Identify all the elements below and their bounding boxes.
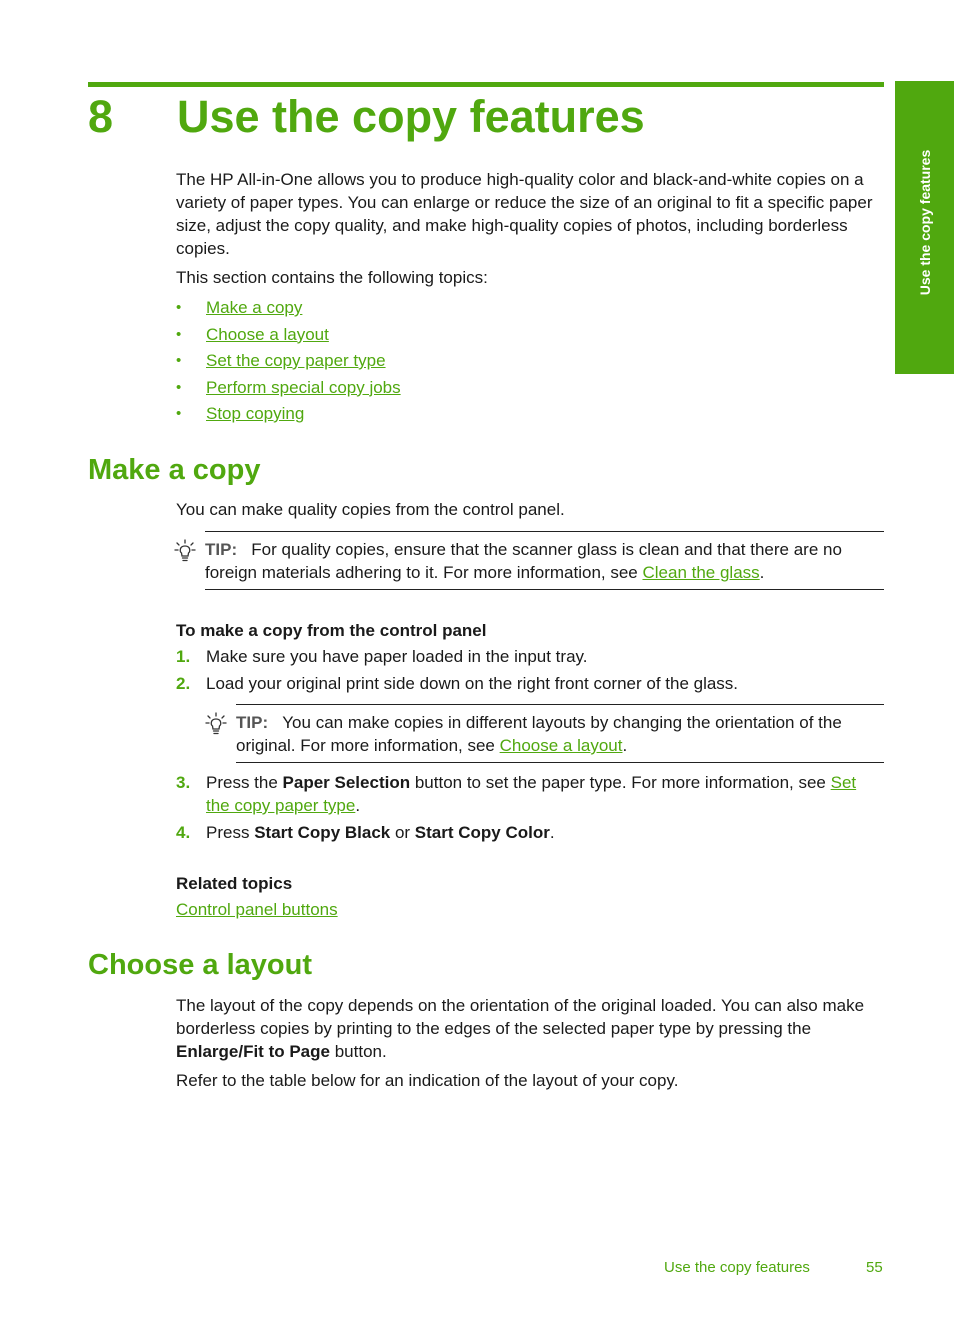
step-text [206, 821, 884, 844]
topic-link-special-copy-jobs[interactable]: Perform special copy jobs [206, 377, 401, 397]
tip-text: You can make copies in different layouts by changing the orientation of the original. For more information, see [236, 713, 842, 755]
step-4 [176, 821, 884, 844]
section-heading-choose-a-layout: Choose a layout [88, 949, 312, 981]
chapter-number: 8 [88, 91, 114, 142]
lightbulb-icon [174, 539, 196, 563]
tip-box [205, 531, 884, 590]
topic-item [176, 323, 401, 350]
step-text-part: or [390, 823, 415, 842]
topic-link-make-a-copy[interactable]: Make a copy [206, 298, 303, 317]
topic-item [176, 402, 401, 429]
step-text [206, 771, 884, 817]
topics-list [176, 296, 401, 429]
layout-table-intro: Refer to the table below for an indication of the layout of your copy. [176, 1071, 679, 1090]
start-copy-black-label: Start Copy Black [254, 823, 391, 842]
step-text-part: . [355, 796, 361, 815]
topics-intro: This section contains the following topics: [176, 268, 488, 287]
step-number: 3. [176, 773, 191, 792]
layout-paragraph [176, 994, 884, 1063]
paper-selection-label: Paper Selection [282, 773, 411, 792]
topic-item [176, 296, 401, 323]
bullet: • [176, 352, 182, 369]
tip-end: . [759, 563, 765, 582]
bullet: • [176, 325, 182, 343]
step-text: Make sure you have paper loaded in the input tray. [206, 647, 588, 666]
step-number: 1. [176, 647, 191, 666]
step-text-part: . [549, 823, 555, 842]
bullet: • [176, 299, 182, 316]
section-heading-make-a-copy: Make a copy [88, 454, 261, 486]
step-number: 4. [176, 823, 191, 842]
link-choose-a-layout[interactable]: Choose a layout [499, 736, 623, 755]
intro-paragraph: The HP All-in-One allows you to produce high-quality color and black-and-white copies on a variety of paper types. You can enlarge or reduce the size of an original to fit a specific paper size, adjust the copy quality, and make high-quality copies of photos, including borderless copies. [176, 170, 873, 258]
topic-link-set-copy-paper-type[interactable]: Set the copy paper type [206, 351, 386, 370]
enlarge-fit-label: Enlarge/Fit to Page [176, 1042, 330, 1061]
related-topics-title: Related topics [176, 874, 293, 893]
topic-link-stop-copying[interactable]: Stop copying [206, 404, 305, 423]
tip-text: For quality copies, ensure that the scanner glass is clean and that there are no foreign materials adhering to it. For more information, see [205, 540, 842, 582]
tip-label: TIP: [205, 540, 238, 559]
link-control-panel-buttons[interactable]: Control panel buttons [176, 900, 338, 919]
step-1 [176, 645, 884, 668]
chapter-side-tab [895, 81, 954, 374]
bullet: • [176, 378, 182, 396]
step-3 [176, 771, 884, 817]
step-2 [176, 672, 884, 695]
layout-text-part: button. [329, 1042, 387, 1061]
layout-text-part: The layout of the copy depends on the orientation of the original loaded. You can also make borderless copies by printing to the edges of the selected paper type by pressing the [176, 996, 865, 1038]
chapter-title-text: Use the copy features [177, 91, 645, 142]
related-topics [176, 898, 884, 921]
start-copy-color-label: Start Copy Color [414, 823, 550, 842]
topic-item [176, 376, 401, 403]
topic-item [176, 349, 401, 376]
step-text: Load your original print side down on the right front corner of the glass. [206, 674, 739, 693]
step-number: 2. [176, 674, 191, 693]
step-text-part: Press [206, 823, 255, 842]
side-tab-label: Use the copy features [917, 149, 933, 296]
tip-box [236, 704, 884, 763]
tip-end: . [622, 736, 628, 755]
make-copy-intro: You can make quality copies from the control panel. [176, 500, 565, 519]
procedure-title: To make a copy from the control panel [176, 621, 487, 640]
bullet: • [176, 405, 182, 422]
chapter-title [88, 90, 645, 144]
link-set-copy-paper-type[interactable]: Set the copy paper type [206, 773, 857, 815]
topic-link-choose-a-layout[interactable]: Choose a layout [206, 324, 329, 344]
lightbulb-icon [205, 712, 227, 736]
chapter-top-rule [88, 82, 884, 87]
step-text-part: button to set the paper type. For more information, see [410, 773, 831, 792]
link-clean-the-glass[interactable]: Clean the glass [642, 563, 760, 582]
tip-label: TIP: [236, 713, 269, 732]
footer-page-number: 55 [866, 1259, 883, 1276]
step-text-part: Press the [206, 773, 283, 792]
footer-section-title: Use the copy features [664, 1259, 810, 1276]
